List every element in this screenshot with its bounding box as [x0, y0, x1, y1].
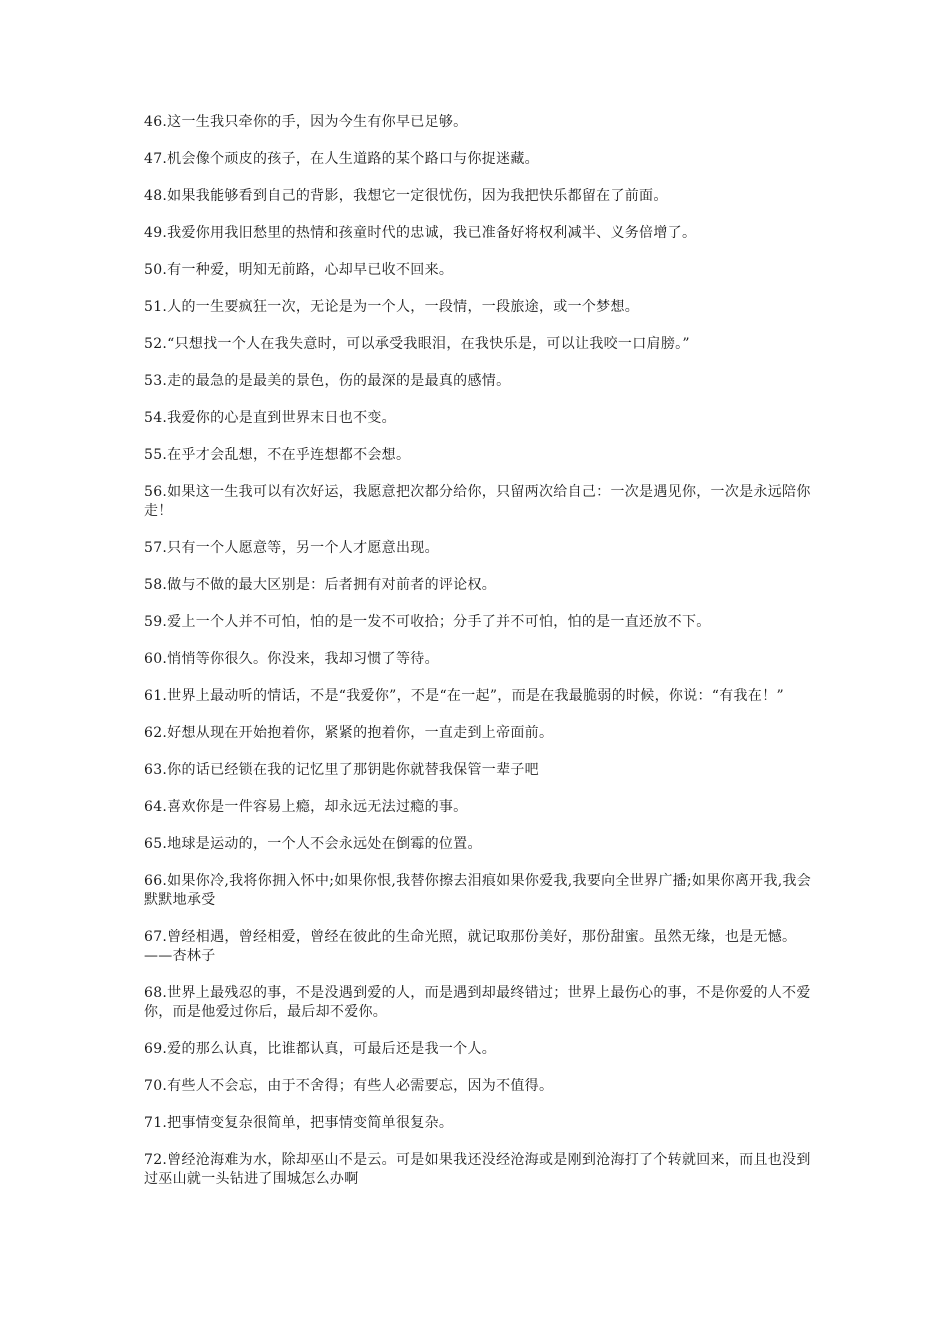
quote-item: 56.如果这一生我可以有次好运，我愿意把次都分给你，只留两次给自己：一次是遇见你，一次是永远陪你走！	[144, 484, 811, 519]
quote-item: 67.曾经相遇，曾经相爱，曾经在彼此的生命光照，就记取那份美好，那份甜蜜。虽然无缘，也是无憾。——杏林子	[144, 929, 797, 964]
quote-item: 68.世界上最残忍的事，不是没遇到爱的人，而是遇到却最终错过；世界上最伤心的事，不是你爱的人不爱你，而是他爱过你后，最后却不爱你。	[144, 985, 811, 1020]
quote-item: 61.世界上最动听的情话，不是“我爱你”，不是“在一起”，而是在我最脆弱的时候，你说：“有我在！”	[144, 688, 784, 704]
quote-item: 52.“只想找一个人在我失意时，可以承受我眼泪，在我快乐是，可以让我咬一口肩膀。”	[144, 336, 690, 352]
quote-item: 64.喜欢你是一件容易上瘾，却永远无法过瘾的事。	[144, 799, 468, 815]
quote-item: 65.地球是运动的，一个人不会永远处在倒霉的位置。	[144, 836, 482, 852]
quote-item: 58.做与不做的最大区别是：后者拥有对前者的评论权。	[144, 577, 497, 593]
quote-item: 55.在乎才会乱想，不在乎连想都不会想。	[144, 447, 411, 463]
quote-item: 69.爱的那么认真，比谁都认真，可最后还是我一个人。	[144, 1041, 497, 1057]
quote-item: 66.如果你冷,我将你拥入怀中;如果你恨,我替你擦去泪痕如果你爱我,我要向全世界广播;如果你离开我,我会默默地承受	[144, 873, 812, 908]
quote-item: 59.爱上一个人并不可怕，怕的是一发不可收拾；分手了并不可怕，怕的是一直还放不下。	[144, 614, 711, 630]
quote-item: 72.曾经沧海难为水，除却巫山不是云。可是如果我还没经沧海或是刚到沧海打了个转就回来，而且也没到过巫山就一头钻进了围城怎么办啊	[144, 1152, 811, 1187]
quote-item: 63.你的话已经锁在我的记忆里了那钥匙你就替我保管一辈子吧	[144, 762, 539, 778]
quote-item: 53.走的最急的是最美的景色，伤的最深的是最真的感情。	[144, 373, 511, 389]
quote-item: 46.这一生我只牵你的手，因为今生有你早已足够。	[144, 114, 468, 130]
quote-item: 48.如果我能够看到自己的背影，我想它一定很忧伤，因为我把快乐都留在了前面。	[144, 188, 668, 204]
quote-item: 62.好想从现在开始抱着你，紧紧的抱着你，一直走到上帝面前。	[144, 725, 554, 741]
quote-list	[144, 113, 816, 1207]
quote-item: 50.有一种爱，明知无前路，心却早已收不回来。	[144, 262, 454, 278]
quote-item: 60.悄悄等你很久。你没来，我却习惯了等待。	[144, 651, 439, 667]
quote-item: 49.我爱你用我旧愁里的热情和孩童时代的忠诚，我已准备好将权利减半、义务倍增了。	[144, 225, 697, 241]
quote-item: 70.有些人不会忘，由于不舍得；有些人必需要忘，因为不值得。	[144, 1078, 554, 1094]
quote-item: 54.我爱你的心是直到世界末日也不变。	[144, 410, 396, 426]
quote-item: 47.机会像个顽皮的孩子，在人生道路的某个路口与你捉迷藏。	[144, 151, 539, 167]
quote-item: 51.人的一生要疯狂一次，无论是为一个人，一段情，一段旅途，或一个梦想。	[144, 299, 640, 315]
quote-item: 57.只有一个人愿意等，另一个人才愿意出现。	[144, 540, 439, 556]
quote-item: 71.把事情变复杂很简单，把事情变简单很复杂。	[144, 1115, 454, 1131]
